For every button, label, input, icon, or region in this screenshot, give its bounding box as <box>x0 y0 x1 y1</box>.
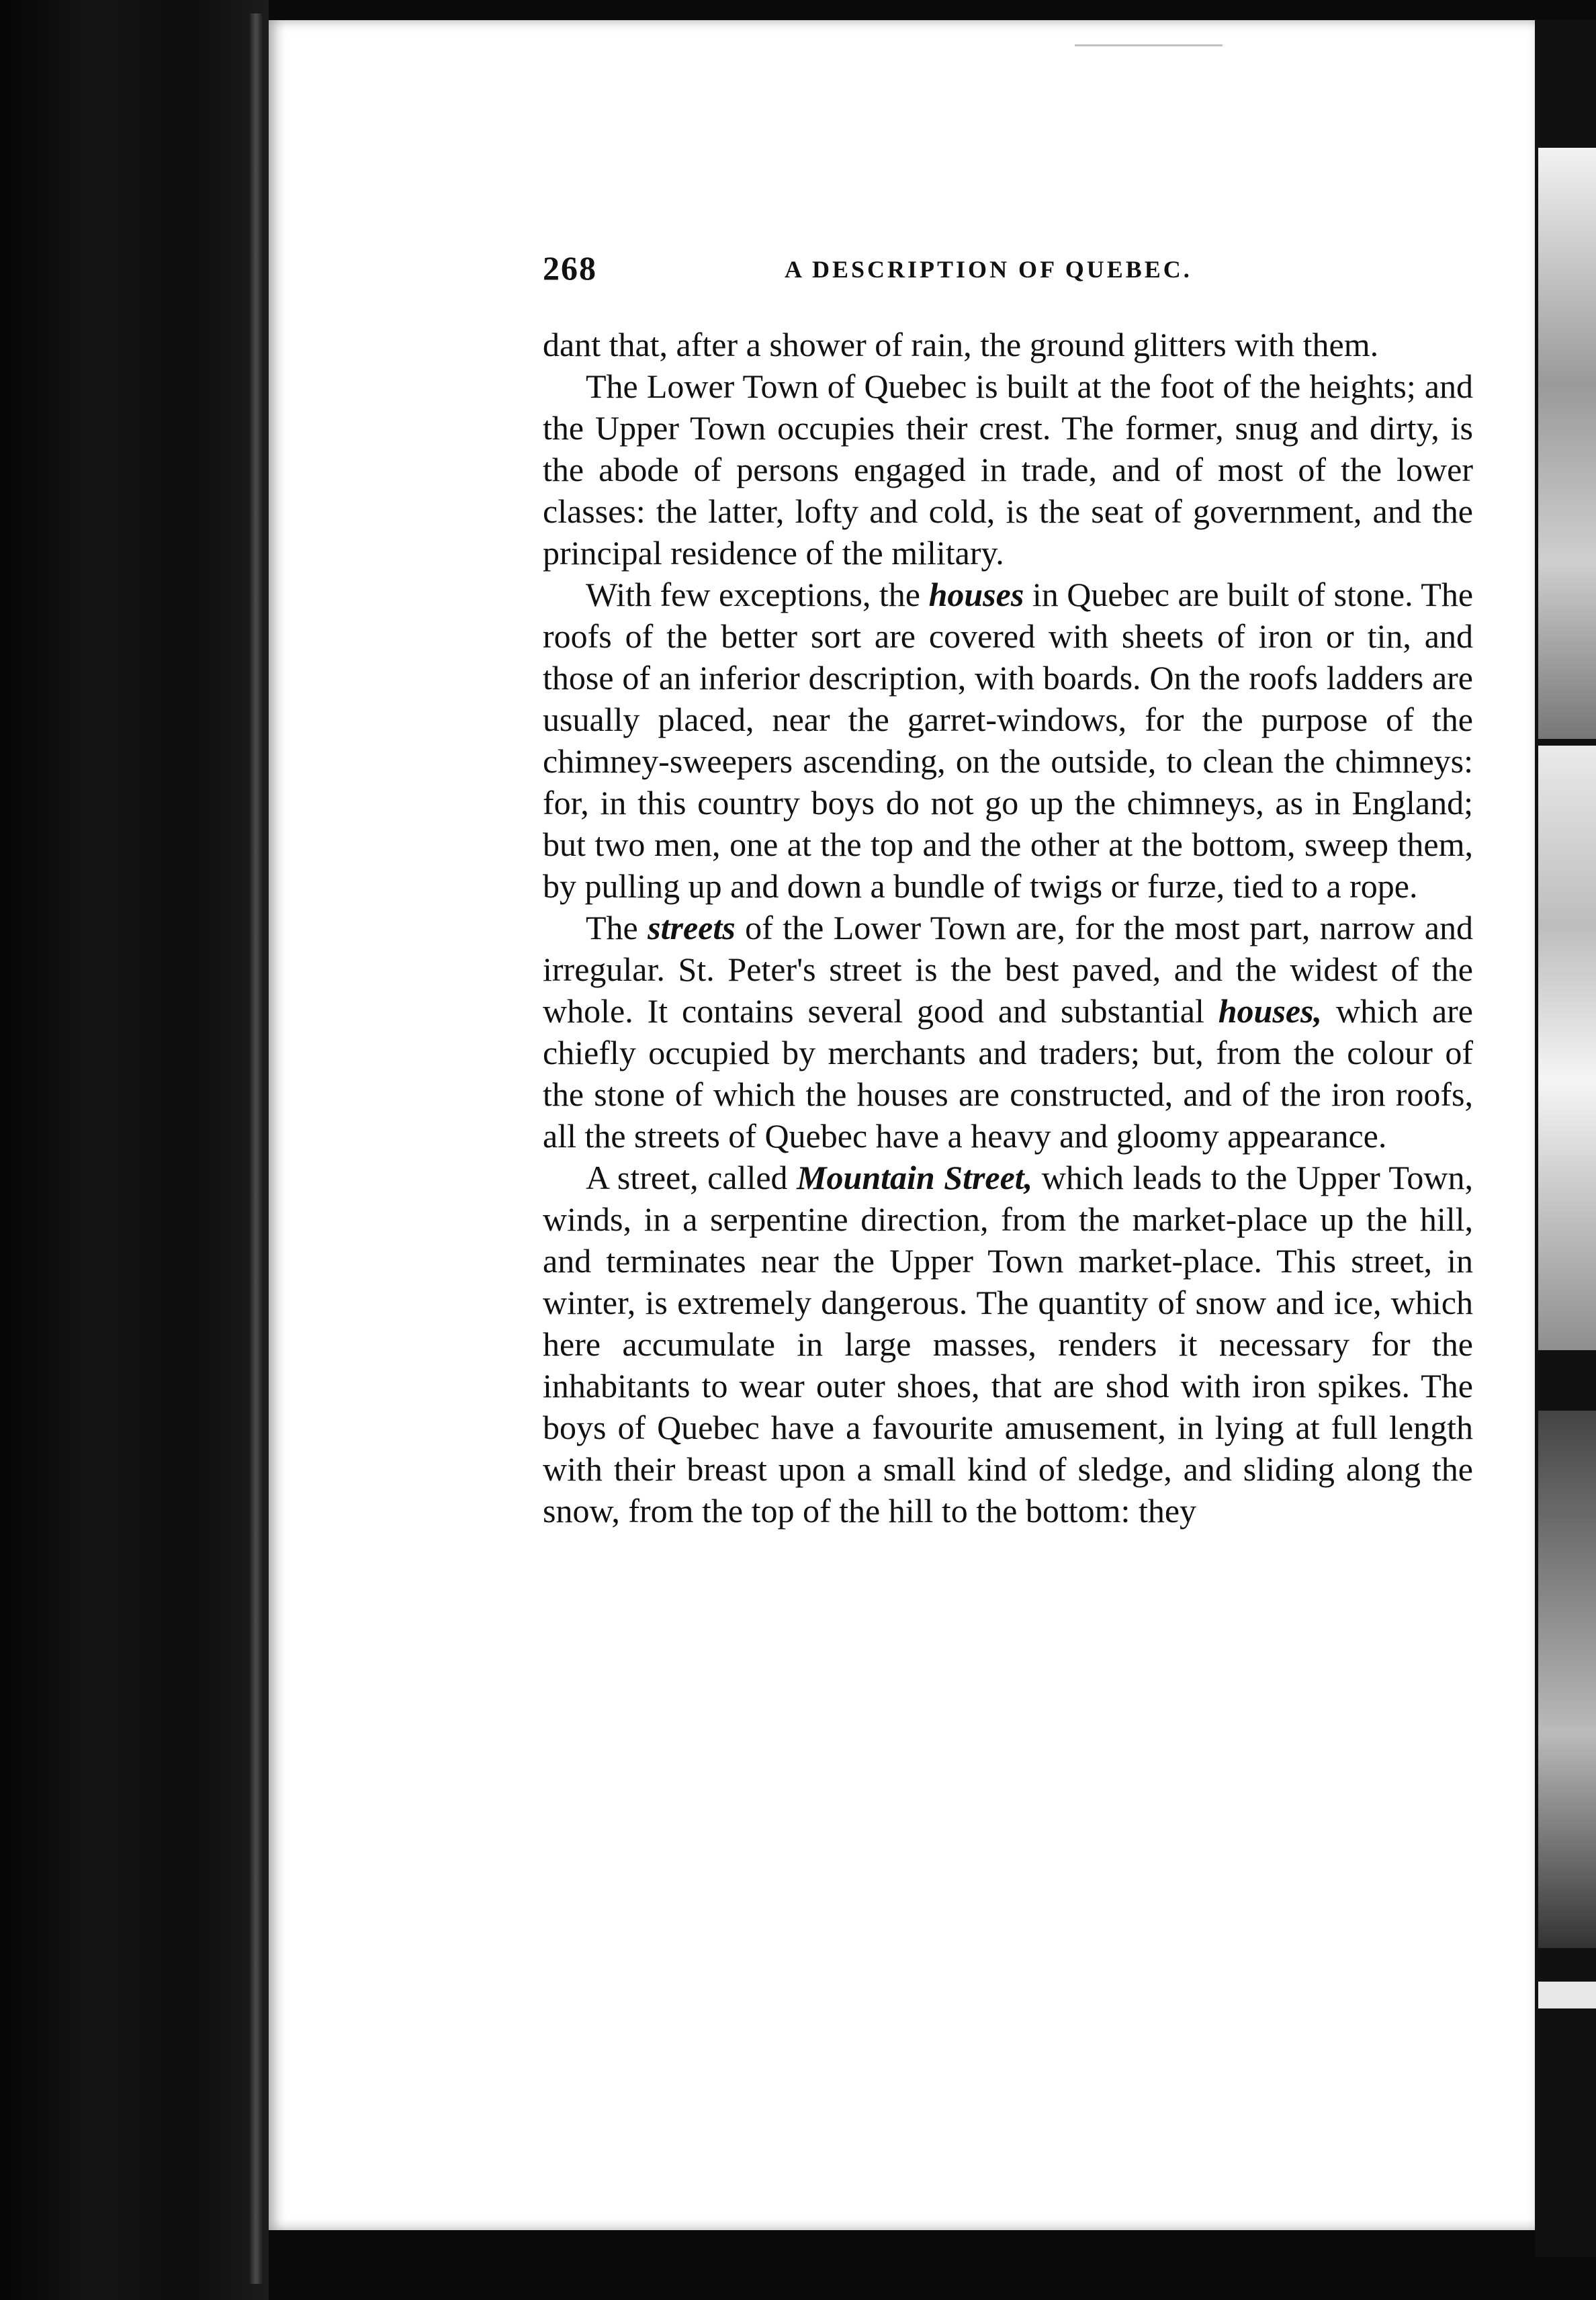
text-run: With few exceptions, the <box>586 576 929 613</box>
text-run: A street, called <box>586 1159 797 1196</box>
adjacent-plate-image-bottom <box>1538 1982 1596 2008</box>
book-spine-shadow <box>250 13 262 2284</box>
page-number: 268 <box>543 249 597 287</box>
text-run: of the Lower Town are, for the most part, narrow and irregular. St. Peter's street is the best paved, and the widest of the whole. It contains several good and substantial <box>543 909 1473 1030</box>
text-run: in Quebec are built of stone. The roofs of the better sort are covered with sheets of iron or tin, and those of an inferior description, with boards. On the roofs ladders are usually placed, near the garret-windows, for the purpose of the chimney-sweepers ascending, on the outside, to clean the chimneys: for, in this country boys do not go up the chimneys, as in England; but two men, one at the top and the other at the bottom, sweep them, by pulling up and down a bundle of twigs or furze, tied to a rope. <box>543 576 1474 905</box>
paragraph-p1 <box>543 324 1473 365</box>
italic-phrase: houses, <box>1218 992 1322 1030</box>
italic-phrase: streets <box>648 909 736 946</box>
body-text <box>543 324 1473 1532</box>
page-top-mark <box>1075 32 1223 46</box>
running-head <box>543 249 1473 296</box>
book-binding-edge <box>0 0 269 2300</box>
page-text-block <box>543 249 1473 1532</box>
paragraph-p5 <box>543 1157 1473 1532</box>
paragraph-p3 <box>543 574 1473 907</box>
text-run: which are chiefly occupied by merchants and traders; but, from the colour of the stone of which the houses are constructed, and of the iron roofs, all the streets of Quebec have a heavy and gloomy appearance. <box>543 992 1473 1155</box>
adjacent-plate-image-top <box>1538 148 1596 739</box>
italic-phrase: Mountain Street, <box>797 1159 1033 1196</box>
adjacent-plate-image-lower <box>1538 1411 1596 1948</box>
running-head-title: A DESCRIPTION OF QUEBEC. <box>785 256 1192 283</box>
text-run: dant that, after a shower of rain, the ground glitters with them. <box>543 326 1379 363</box>
text-run: which leads to the Upper Town, winds, in a serpentine direction, from the market-place up the hill, and terminates near the Upper Town market-place. This street, in winter, is extremely dangerous. The quantity of snow and ice, which here accumulate in large masses, renders it necessary for the inhabitants to wear outer shoes, that are shod with iron spikes. The boys of Quebec have a favourite amusement, in lying at full length with their breast upon a small kind of sledge, and sliding along the snow, from the top of the hill to the bottom: they <box>543 1159 1473 1530</box>
text-run: The Lower Town of Quebec is built at the foot of the heights; and the Upper Town occupies their crest. The former, snug and dirty, is the abode of persons engaged in trade, and of most of the lower classes: the latter, lofty and cold, is the seat of government, and the principal residence of the military. <box>543 367 1473 572</box>
adjacent-plate-image-middle <box>1538 746 1596 1350</box>
paragraph-p2 <box>543 365 1473 574</box>
paragraph-p4 <box>543 907 1473 1157</box>
italic-phrase: houses <box>928 576 1024 613</box>
text-run: The <box>586 909 648 946</box>
